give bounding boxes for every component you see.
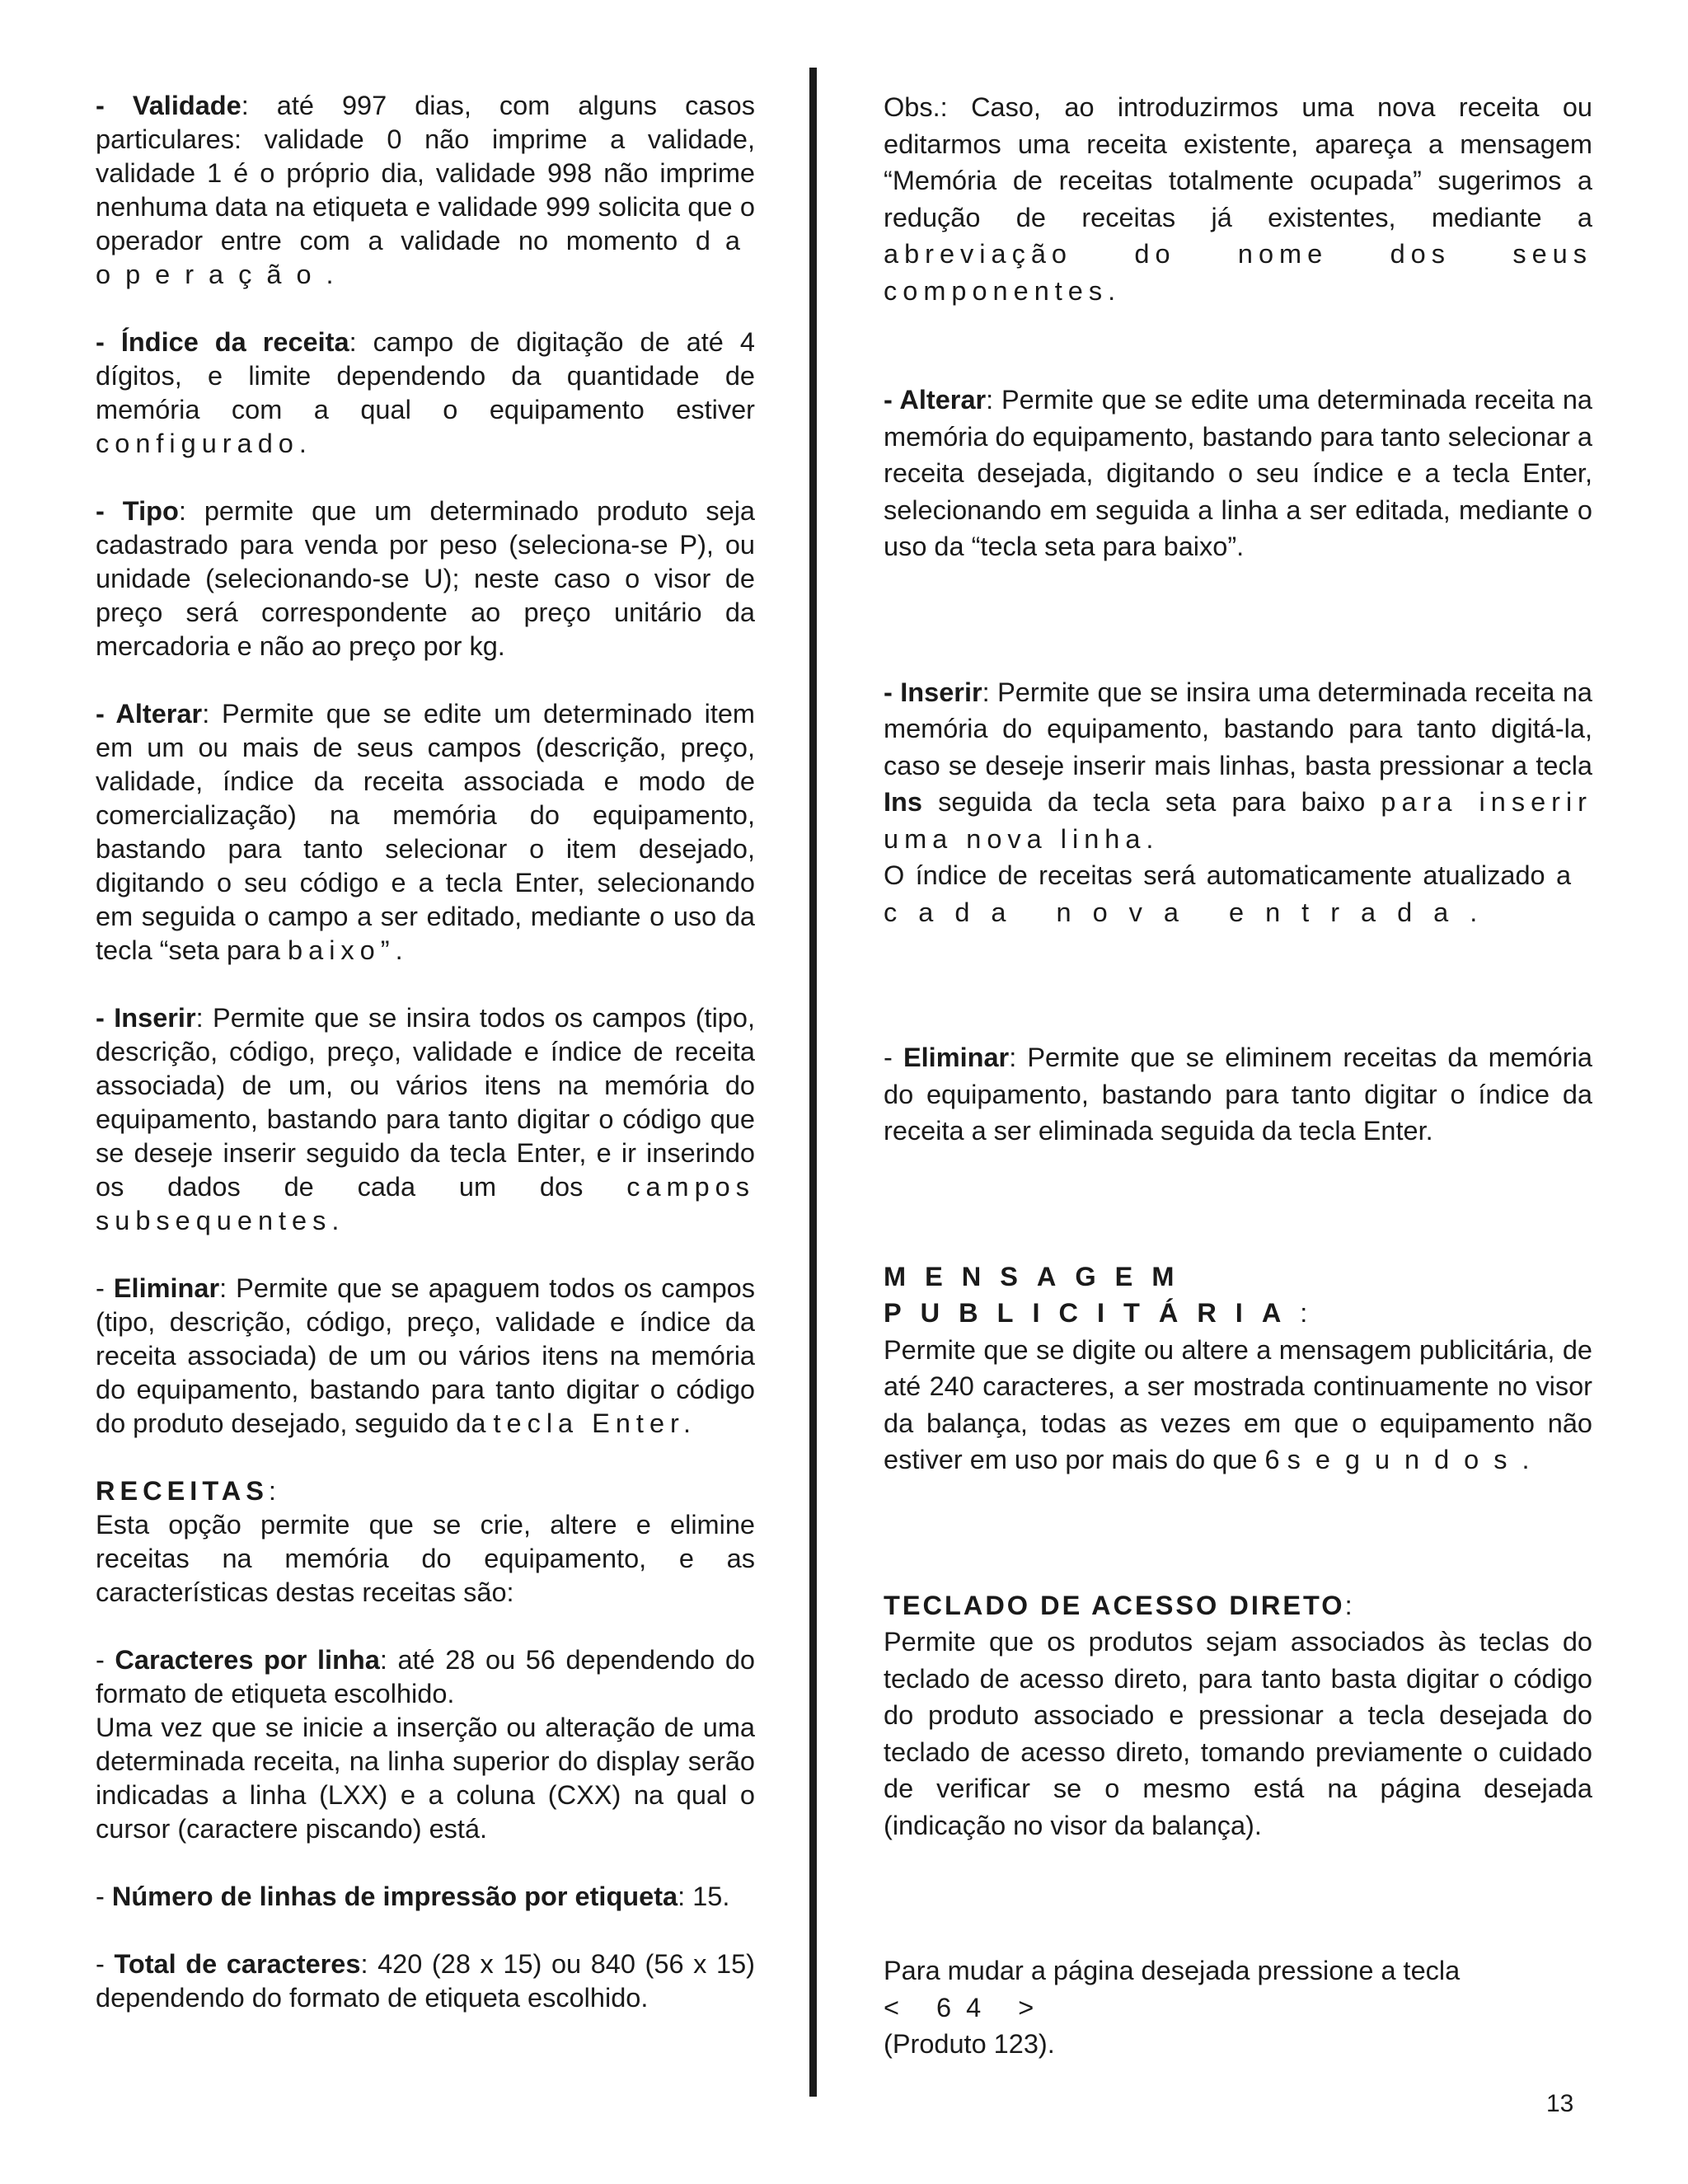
tipo-label: - Tipo	[96, 496, 179, 526]
eliminar-paragraph	[96, 1272, 755, 1441]
indice-tail: configurado.	[96, 429, 312, 458]
alterar-tail: baixo”.	[288, 935, 409, 965]
teclado-text: Permite que os produtos sejam associados às teclas do teclado de acesso direto, para tanto basta digitar o código do produto associado e pressionar a tecla desejada do teclado de acesso direto, tomando previamente o cuidado de verificar se o mesmo está na página desejada (indicação no visor da balança).	[884, 1627, 1592, 1840]
obs-paragraph	[884, 89, 1592, 309]
inserir-receita-tail: para inserir uma nova linha.	[884, 787, 1593, 854]
eliminar-tail: tecla Enter.	[493, 1408, 697, 1438]
caracteres-label: Caracteres por linha	[115, 1645, 380, 1675]
inserir-label: - Inserir	[96, 1003, 196, 1033]
teclado-colon: :	[1344, 1590, 1353, 1620]
inserir-receita-label: - Inserir	[884, 677, 982, 707]
obs-text: Obs.: Caso, ao introduzirmos uma nova receita ou editarmos uma receita existente, apareça a mensagem “Memória de receitas totalmente ocupada” sugerimos a redução de receitas já existentes, mediante a	[884, 92, 1592, 232]
inserir-tail: campos subsequentes.	[96, 1172, 755, 1235]
alterar-label: - Alterar	[96, 699, 203, 729]
tipo-paragraph	[96, 494, 755, 663]
numero-label: Número de linhas de impressão por etiqueta	[111, 1882, 678, 1911]
mudar-paragraph	[884, 1952, 1592, 2063]
caracteres-paragraph	[96, 1643, 755, 1846]
column-divider	[809, 68, 817, 2097]
alterar-receita-label: - Alterar	[884, 385, 987, 415]
right-column	[884, 89, 1592, 2063]
left-column	[96, 89, 755, 2015]
inserir-receita-text2: seguida da tecla seta para baixo	[938, 787, 1366, 817]
total-prefix: -	[96, 1949, 115, 1979]
eliminar-label: Eliminar	[113, 1273, 220, 1303]
caracteres-text: : até 28 ou 56 dependendo do formato de etiqueta escolhido.	[96, 1645, 755, 1708]
receitas-heading: RECEITAS	[96, 1476, 269, 1506]
receitas-text: Esta opção permite que se crie, altere e elimine receitas na memória do equipamento, e as características destas receitas são:	[96, 1510, 755, 1607]
indice-label: - Índice da receita	[96, 327, 349, 357]
inserir-receita-paragraph	[884, 674, 1592, 931]
page-number: 13	[1546, 2090, 1574, 2117]
ins-key-label: Ins	[884, 787, 922, 817]
alterar-paragraph	[96, 697, 755, 968]
teclado-section	[884, 1587, 1592, 1844]
validade-tail: da operação.	[96, 226, 756, 289]
numero-paragraph	[96, 1880, 755, 1914]
teclado-heading: TECLADO DE ACESSO DIRETO	[884, 1590, 1345, 1620]
indice-text: : campo de digitação de até 4 dígitos, e limite dependendo da quantidade de memória com a qual o equipamento estiver	[96, 327, 755, 424]
mudar-text: Para mudar a página desejada pressione a tecla	[884, 1956, 1461, 1985]
caracteres-prefix: -	[96, 1645, 115, 1675]
receitas-colon: :	[268, 1476, 276, 1506]
mensagem-tail: segundos.	[1287, 1445, 1545, 1474]
mensagem-section	[884, 1258, 1592, 1479]
validade-label: - Validade	[96, 91, 241, 120]
mensagem-text: Permite que se digite ou altere a mensagem publicitária, de até 240 caracteres, a ser mostrada continuamente no visor da balança, todas as vezes em que o equipamento não estiver em uso por mais do que 6	[884, 1334, 1592, 1474]
inserir-receita-text: : Permite que se insira uma determinada receita na memória do equipamento, bastando para tanto digitá-la, caso se deseje inserir mais linhas, basta pressionar a tecla	[884, 677, 1592, 780]
validade-paragraph	[96, 89, 755, 292]
alterar-receita-text: : Permite que se edite uma determinada receita na memória do equipamento, bastando para tanto selecionar a receita desejada, digitando o seu índice e a tecla Enter, selecionando em seguida a linha a ser editada, mediante o uso da “tecla seta para baixo”.	[884, 385, 1592, 561]
inserir-text: : Permite que se insira todos os campos (tipo, descrição, código, preço, validade e índice de receita associada) de um, ou vários itens na memória do equipamento, bastando para tanto digitar o código que se deseje inserir seguido da tecla Enter, e ir inserindo os dados de cada um dos	[96, 1003, 755, 1202]
total-paragraph	[96, 1947, 755, 2015]
obs-tail: abreviação do nome dos seus componentes.	[884, 239, 1592, 306]
inserir-paragraph	[96, 1001, 755, 1238]
numero-text: : 15.	[678, 1882, 730, 1911]
page-key-label: < 64 >	[884, 1992, 1049, 2022]
eliminar-text: : Permite que se apaguem todos os campos (tipo, descrição, código, preço, validade e índice da receita associada) de um ou vários itens na memória do equipamento, bastando para tanto digitar o código do produto desejado, seguido da	[96, 1273, 755, 1438]
mensagem-heading: MENSAGEM PUBLICITÁRIA	[884, 1261, 1301, 1328]
mensagem-colon: :	[1300, 1298, 1308, 1328]
produto-label: (Produto 123).	[884, 2029, 1055, 2059]
receitas-section	[96, 1474, 755, 1610]
total-label: Total de caracteres	[114, 1949, 361, 1979]
eliminar-receita-prefix: -	[884, 1043, 903, 1072]
eliminar-receita-paragraph	[884, 1039, 1592, 1150]
alterar-receita-paragraph	[884, 382, 1592, 565]
validade-text: : até 997 dias, com alguns casos particulares: validade 0 não imprime a validade, validade 1 é o próprio dia, validade 998 não imprime nenhuma data na etiqueta e validade 999 solicita que o operador entre com a validade no momento	[96, 91, 755, 255]
inserir-receita-extra: O índice de receitas será automaticamente atualizado	[884, 860, 1545, 890]
numero-prefix: -	[96, 1882, 112, 1911]
total-text: : 420 (28 x 15) ou 840 (56 x 15) dependendo do formato de etiqueta escolhido.	[96, 1949, 755, 2013]
eliminar-prefix: -	[96, 1273, 114, 1303]
caracteres-extra: Uma vez que se inicie a inserção ou alteração de uma determinada receita, na linha superior do display serão indicadas a linha (LXX) e a coluna (CXX) na qual o cursor (caractere piscando) está.	[96, 1713, 755, 1844]
inserir-receita-extra-tail: a cada nova entrada.	[884, 860, 1593, 927]
indice-paragraph	[96, 326, 755, 461]
tipo-text: : permite que um determinado produto seja cadastrado para venda por peso (seleciona-se P), ou unidade (selecionando-se U); neste caso o visor de preço será correspondente ao preço unitário da mercadoria e não ao preço por kg.	[96, 496, 755, 661]
alterar-text: : Permite que se edite um determinado item em um ou mais de seus campos (descrição, preço, validade, índice da receita associada e modo de comercialização) na memória do equipamento, bastando para tanto selecionar o item desejado, digitando o seu código e a tecla Enter, selecionando em seguida o campo a ser editado, mediante o uso da tecla “seta para	[96, 699, 755, 965]
eliminar-receita-text: : Permite que se eliminem receitas da memória do equipamento, bastando para tanto digitar o índice da receita a ser eliminada seguida da tecla Enter.	[884, 1043, 1592, 1146]
eliminar-receita-label: Eliminar	[903, 1043, 1010, 1072]
